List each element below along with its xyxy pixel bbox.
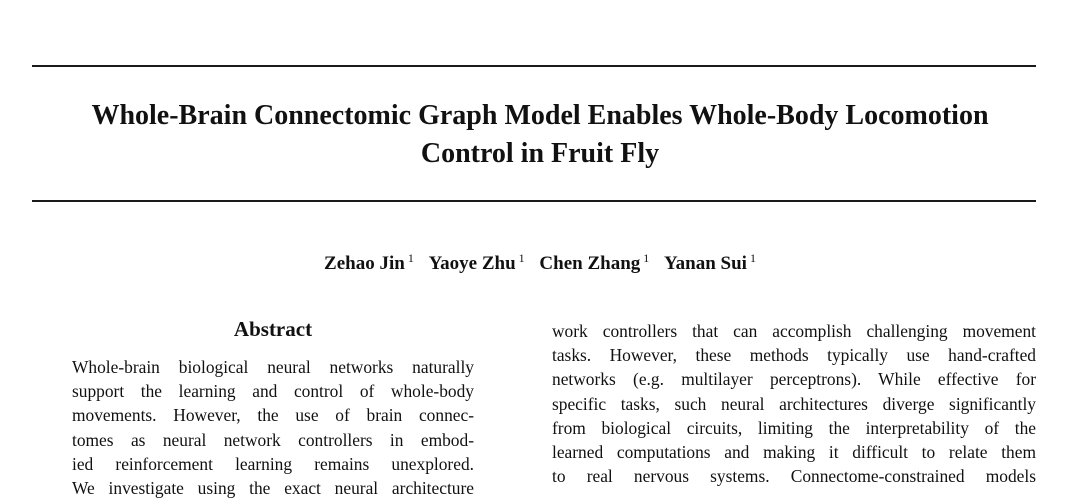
body-line: specific tasks, such neural architectures diverge significantly [552,393,1036,414]
author [429,253,525,274]
author-affiliation: 1 [643,251,650,265]
paper-title-line-2: Control in Fruit Fly [420,138,660,169]
abstract-heading: Abstract [233,317,313,341]
title-bottom-rule [32,200,1036,202]
author-affiliation: 1 [518,251,525,265]
author [664,253,756,274]
body-line: from biological circuits, limiting the interpretability of the [552,417,1036,438]
author-name: Yanan Sui [664,253,747,274]
author-affiliation: 1 [407,251,414,265]
body-line: learned computations and making it difficult to relate them [552,442,1036,463]
abstract-line: Whole-brain biological neural networks naturally [72,357,474,377]
title-top-rule [32,65,1036,67]
body-line: work controllers that can accomplish challenging movement [552,321,1036,341]
body-line: to real nervous systems. Connectome-constrained models [552,466,1036,487]
abstract-line: support the learning and control of whole-body [72,381,474,402]
author-affiliation: 1 [749,251,756,265]
abstract-line: We investigate using the exact neural architecture [72,478,474,499]
author [539,253,649,274]
paper-title-line-1: Whole-Brain Connectomic Graph Model Enables Whole-Body Locomotion [91,100,989,131]
body-line: networks (e.g. multilayer perceptrons). While effective for [552,369,1036,390]
author [324,253,414,274]
abstract-line: ied reinforcement learning remains unexplored. [72,453,474,474]
author-name: Yaoye Zhu [428,253,516,274]
body-line: tasks. However, these methods typically use hand-crafted [552,345,1036,366]
intro-right-column [552,319,1036,488]
abstract-body [72,355,474,500]
author-name: Chen Zhang [539,253,641,274]
abstract-line: movements. However, the use of brain connec- [72,405,474,426]
author-list [0,245,1080,277]
abstract-line: tomes as neural network controllers in embod- [72,429,474,450]
author-name: Zehao Jin [324,253,405,274]
